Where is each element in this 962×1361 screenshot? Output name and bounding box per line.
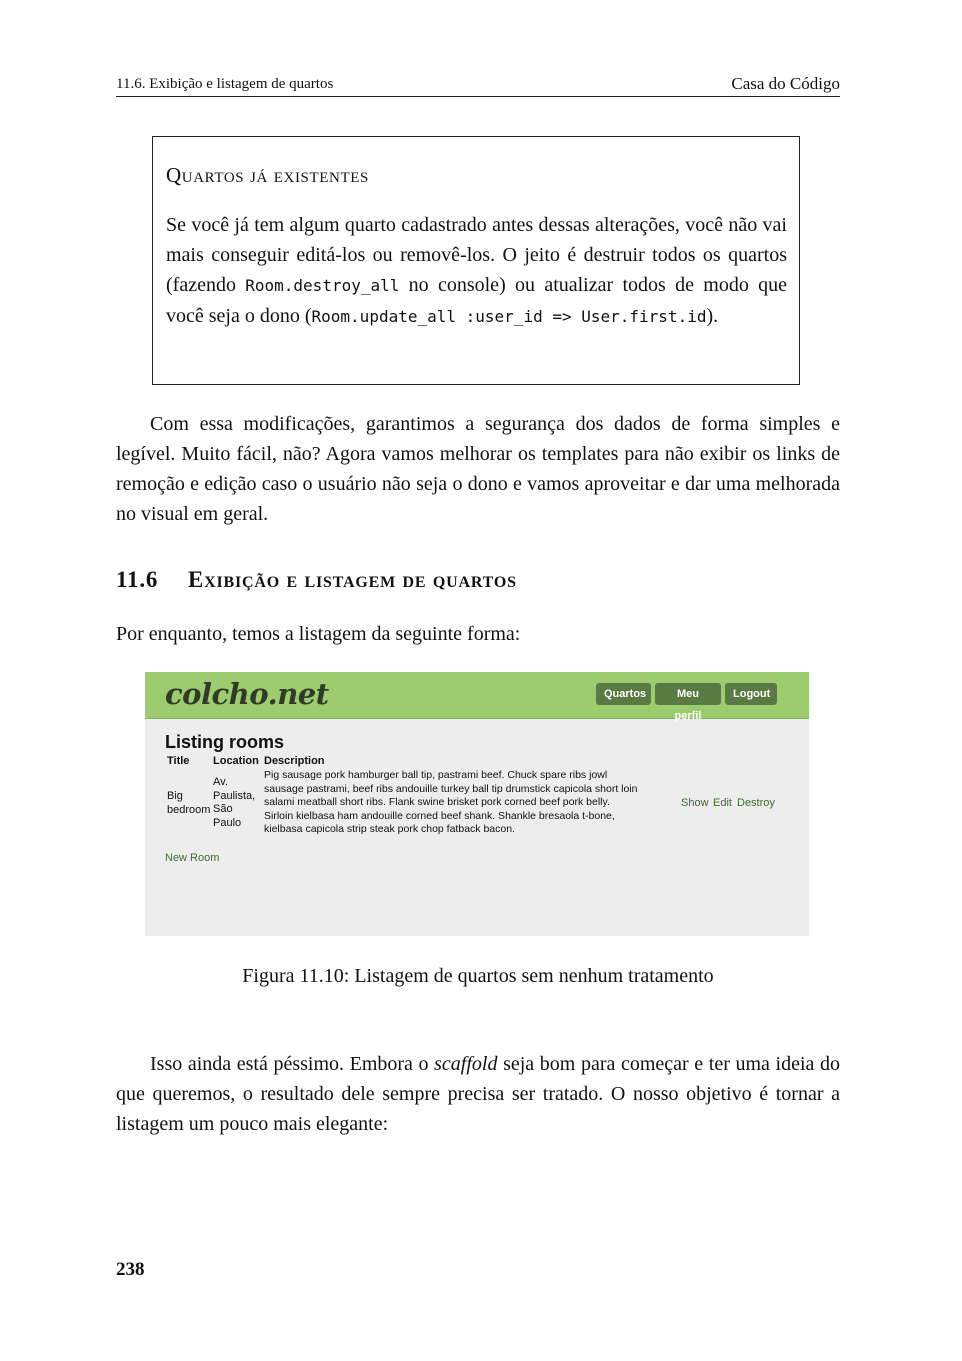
figure-col-description: Description <box>264 755 325 767</box>
figure-nav-meu-perfil[interactable]: Meu perfil <box>655 683 721 705</box>
figure-nav-logout[interactable]: Logout <box>725 683 777 705</box>
figure-row-description-line: Pig sausage pork hamburger ball tip, pastrami beef. Chuck spare ribs jowl <box>264 769 608 781</box>
note-box <box>152 136 800 385</box>
paragraph-3-emphasis: scaffold <box>434 1053 498 1075</box>
figure-row-location-line: São <box>213 803 233 815</box>
header-section-title: 11.6. Exibição e listagem de quartos <box>116 76 334 92</box>
note-code-1: Room.destroy_all <box>245 276 400 295</box>
paragraph-1: Com essa modificações, garantimos a segurança dos dados de forma simples e legível. Muito fácil, não? Agora vamos melhorar os templates para não exibir os links de remoção e edição caso o usuário não seja o dono e vamos aproveitar e dar uma melhorada no visual em geral. <box>116 413 840 525</box>
paragraph-3-after: seja bom para começar e ter uma ideia do que queremos, o resultado dele sempre precisa ser tratado. O nosso objetivo é tornar a listagem um pouco mais elegante: <box>116 1053 841 1135</box>
note-text-2: no console) ou atualizar todos de modo que você seja o dono ( <box>166 274 787 327</box>
section-heading <box>116 567 517 593</box>
figure-row-description <box>264 769 638 837</box>
note-code-2: Room.update_all :user_id => User.first.id <box>311 307 707 326</box>
figure-edit-link[interactable]: Edit <box>713 797 732 809</box>
figure-navbar <box>145 672 809 722</box>
figure-col-location: Location <box>213 755 259 767</box>
figure-row-location-line: Paulista, <box>213 789 256 802</box>
figure-heading: Listing rooms <box>165 732 285 752</box>
figure-row-description-line: Sirloin kielbasa ham andouille corned beef shank. Shankle bresaola t-bone, <box>264 809 615 822</box>
figure-row-description-line: salami meatball short ribs. Flank swine brisket pork corned beef pork belly. <box>264 796 610 808</box>
note-text-1: Se você já tem algum quarto cadastrado antes dessas alterações, você não vai mais conseguir editá-los ou removê-los. O jeito é destruir todos os quartos (fazendo <box>166 214 787 296</box>
running-header <box>116 74 840 97</box>
note-body <box>166 210 787 332</box>
section-number: 11.6 <box>116 567 159 592</box>
figure-logo: colcho.net <box>165 677 329 711</box>
figure-col-title: Title <box>167 755 190 767</box>
paragraph-3-before: Isso ainda está péssimo. Embora o <box>150 1053 435 1075</box>
figure-caption: Figura 11.10: Listagem de quartos sem nenhum tratamento <box>242 965 714 987</box>
page-number: 238 <box>116 1259 145 1280</box>
section-title: Exibição e listagem de quartos <box>188 567 517 592</box>
figure-show-link[interactable]: Show <box>681 797 709 809</box>
figure-nav-quartos[interactable]: Quartos <box>596 683 651 705</box>
figure-row-title-line: Big <box>167 790 183 802</box>
figure-row-location <box>213 776 255 830</box>
paragraph-2: Por enquanto, temos a listagem da seguinte forma: <box>116 623 521 645</box>
figure-row-title <box>167 790 210 817</box>
figure-destroy-link[interactable]: Destroy <box>737 797 775 809</box>
figure-row-description-line: kielbasa capicola strip steak pork chop fatback bacon. <box>264 823 515 835</box>
figure-screenshot <box>145 672 809 936</box>
note-text-3: ). <box>706 305 719 327</box>
note-title: Quartos já existentes <box>166 163 369 187</box>
figure-row-location-line: Av. <box>213 776 228 788</box>
figure-row-title-line: bedroom <box>167 803 211 816</box>
paragraph-3 <box>116 1049 840 1139</box>
figure-row-description-line: sausage pastrami, beef ribs andouille turkey ball tip drumstick capicola short loin <box>264 782 638 795</box>
figure-row-location-line: Paulo <box>213 816 242 829</box>
figure-new-room-link[interactable]: New Room <box>165 852 220 864</box>
header-book-title: Casa do Código <box>731 74 840 93</box>
